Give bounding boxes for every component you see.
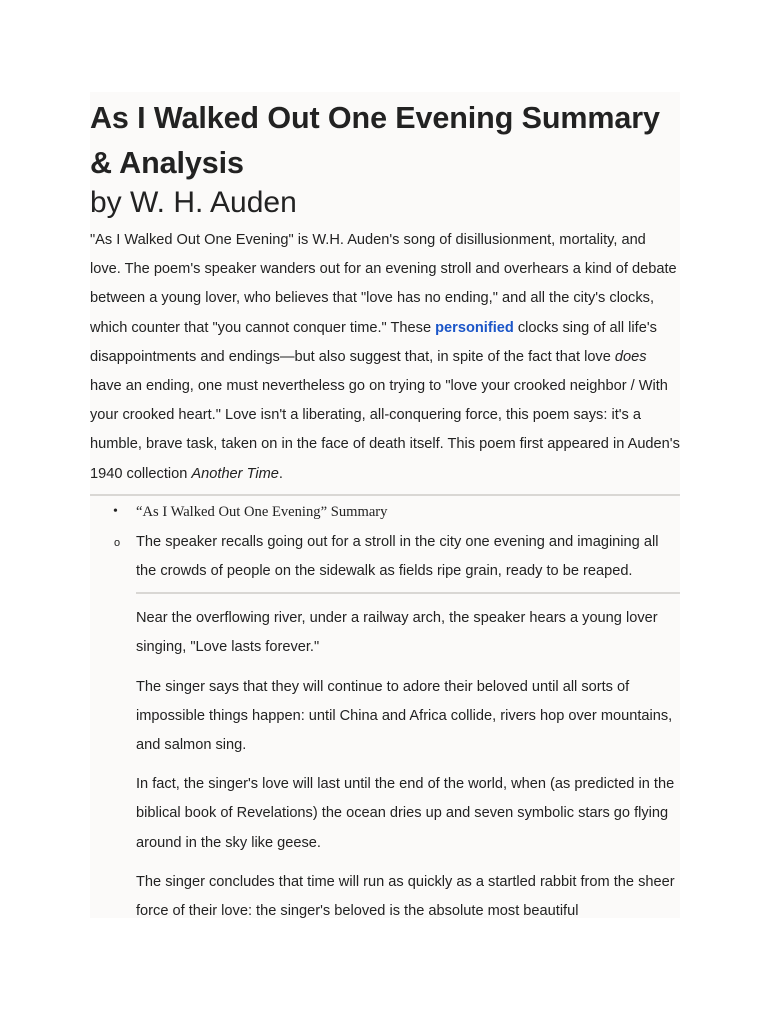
summary-heading-item [90, 496, 680, 528]
author-byline: by W. H. Auden [90, 186, 297, 219]
personified-link[interactable]: personified [435, 319, 514, 336]
intro-emphasis: does [614, 348, 647, 365]
circle-bullet-icon: o [114, 536, 121, 549]
summary-first-text: The speaker recalls going out for a stroll in the city one evening and imagining all the crowds of people on the sidewalk as fields ripe grain, ready to be reaped. [136, 533, 659, 580]
summary-paragraph: Near the overflowing river, under a railway arch, the speaker hears a young lover singing, "Love lasts forever." [136, 610, 658, 656]
intro-paragraph [90, 226, 680, 489]
document-page [90, 92, 680, 918]
summary-first-item [90, 528, 680, 586]
summary-paragraph: In fact, the singer's love will last until the end of the world, when (as predicted in the biblical book of Revelations) the ocean dries up and seven symbolic stars go flying around in the sky like geese. [136, 776, 675, 851]
summary-heading: “As I Walked Out One Evening” Summary [136, 503, 388, 520]
intro-text-3: have an ending, one must nevertheless go on trying to "love your crooked neighbor / With your crooked heart." Love isn't a liberating, all-conquering force, this poem says: it's a humble, brave task, taken on in the face of death itself. This poem first appeared in Auden's 1940 collection [90, 378, 680, 482]
summary-divider [136, 592, 680, 594]
summary-paragraph: The singer says that they will continue to adore their beloved until all sorts of impossible things happen: until China and Africa collide, rivers hop over mountains, and salmon sing. [136, 678, 673, 754]
bullet-icon: • [113, 503, 118, 519]
intro-text-1: "As I Walked Out One Evening" is W.H. Auden's song of disillusionment, mortality, and love. The poem's speaker wanders out for an evening stroll and overhears a kind of debate between a young lover, who believes that "love has no ending," and all the city's clocks, which counter that "you cannot conquer time." These [90, 232, 677, 336]
intro-text-2: clocks sing of all life's disappointments and endings—but also suggest that, in spite of the fact that love [90, 319, 657, 365]
summary-paragraph: The singer concludes that time will run as quickly as a startled rabbit from the sheer force of their love: the singer's beloved is the absolute most beautiful [136, 873, 675, 918]
book-title: Another Time [191, 465, 279, 482]
page-title: As I Walked Out One Evening Summary & Analysis [90, 101, 660, 180]
intro-end: . [278, 465, 283, 482]
